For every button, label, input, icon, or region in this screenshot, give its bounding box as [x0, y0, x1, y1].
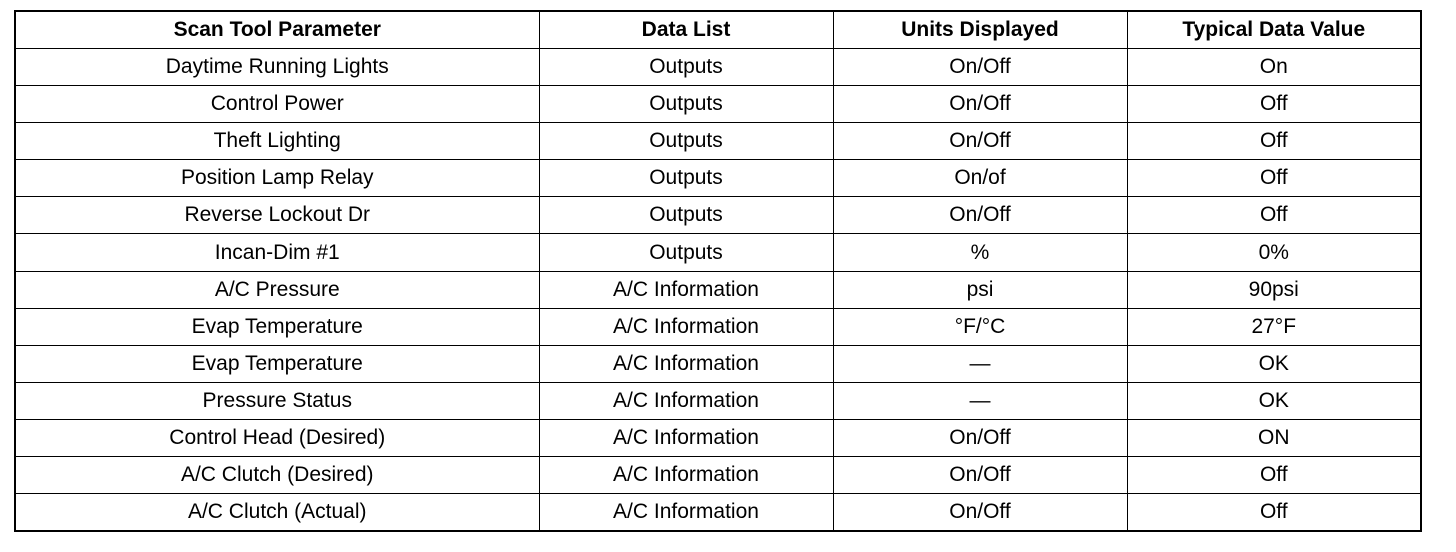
table-row	[15, 234, 1421, 271]
cell-data-list: A/C Information	[539, 308, 833, 345]
table-row	[15, 494, 1421, 532]
cell-parameter: Control Head (Desired)	[15, 419, 539, 456]
cell-units: On/of	[833, 160, 1127, 197]
table-row	[15, 86, 1421, 123]
header-units-displayed: Units Displayed	[833, 11, 1127, 49]
cell-units: —	[833, 345, 1127, 382]
cell-typical-value: On	[1127, 49, 1421, 86]
cell-parameter: A/C Clutch (Desired)	[15, 457, 539, 494]
cell-units: On/Off	[833, 49, 1127, 86]
cell-typical-value: Off	[1127, 494, 1421, 532]
header-data-list: Data List	[539, 11, 833, 49]
table-row	[15, 457, 1421, 494]
cell-typical-value: Off	[1127, 197, 1421, 234]
cell-typical-value: 90psi	[1127, 271, 1421, 308]
cell-data-list: A/C Information	[539, 271, 833, 308]
scan-tool-parameter-table	[14, 10, 1422, 532]
table-row	[15, 308, 1421, 345]
cell-parameter: Pressure Status	[15, 382, 539, 419]
cell-units: °F/°C	[833, 308, 1127, 345]
cell-typical-value: Off	[1127, 457, 1421, 494]
cell-units: On/Off	[833, 494, 1127, 532]
table-header-row	[15, 11, 1421, 49]
cell-units: On/Off	[833, 197, 1127, 234]
cell-typical-value: OK	[1127, 345, 1421, 382]
cell-data-list: Outputs	[539, 86, 833, 123]
cell-data-list: Outputs	[539, 49, 833, 86]
cell-typical-value: 27°F	[1127, 308, 1421, 345]
cell-units: psi	[833, 271, 1127, 308]
cell-typical-value: Off	[1127, 86, 1421, 123]
cell-parameter: Theft Lighting	[15, 123, 539, 160]
cell-data-list: Outputs	[539, 160, 833, 197]
cell-parameter: A/C Pressure	[15, 271, 539, 308]
cell-parameter: Daytime Running Lights	[15, 49, 539, 86]
cell-parameter: Reverse Lockout Dr	[15, 197, 539, 234]
table-row	[15, 382, 1421, 419]
table-row	[15, 271, 1421, 308]
cell-data-list: Outputs	[539, 197, 833, 234]
table-row	[15, 160, 1421, 197]
table-row	[15, 345, 1421, 382]
cell-parameter: Incan-Dim #1	[15, 234, 539, 271]
table-row	[15, 49, 1421, 86]
cell-typical-value: Off	[1127, 123, 1421, 160]
table-row	[15, 197, 1421, 234]
cell-data-list: A/C Information	[539, 419, 833, 456]
cell-units: %	[833, 234, 1127, 271]
cell-parameter: Evap Temperature	[15, 308, 539, 345]
scan-tool-table-container	[14, 10, 1420, 532]
cell-data-list: A/C Information	[539, 457, 833, 494]
cell-data-list: A/C Information	[539, 345, 833, 382]
table-row	[15, 419, 1421, 456]
cell-parameter: Evap Temperature	[15, 345, 539, 382]
cell-units: On/Off	[833, 457, 1127, 494]
cell-units: On/Off	[833, 86, 1127, 123]
header-typical-data-value: Typical Data Value	[1127, 11, 1421, 49]
cell-data-list: Outputs	[539, 123, 833, 160]
table-row	[15, 123, 1421, 160]
cell-data-list: A/C Information	[539, 382, 833, 419]
cell-data-list: Outputs	[539, 234, 833, 271]
cell-parameter: A/C Clutch (Actual)	[15, 494, 539, 532]
cell-typical-value: ON	[1127, 419, 1421, 456]
cell-typical-value: OK	[1127, 382, 1421, 419]
cell-units: —	[833, 382, 1127, 419]
cell-parameter: Control Power	[15, 86, 539, 123]
cell-typical-value: 0%	[1127, 234, 1421, 271]
cell-parameter: Position Lamp Relay	[15, 160, 539, 197]
cell-data-list: A/C Information	[539, 494, 833, 532]
header-scan-tool-parameter: Scan Tool Parameter	[15, 11, 539, 49]
cell-units: On/Off	[833, 419, 1127, 456]
cell-units: On/Off	[833, 123, 1127, 160]
cell-typical-value: Off	[1127, 160, 1421, 197]
